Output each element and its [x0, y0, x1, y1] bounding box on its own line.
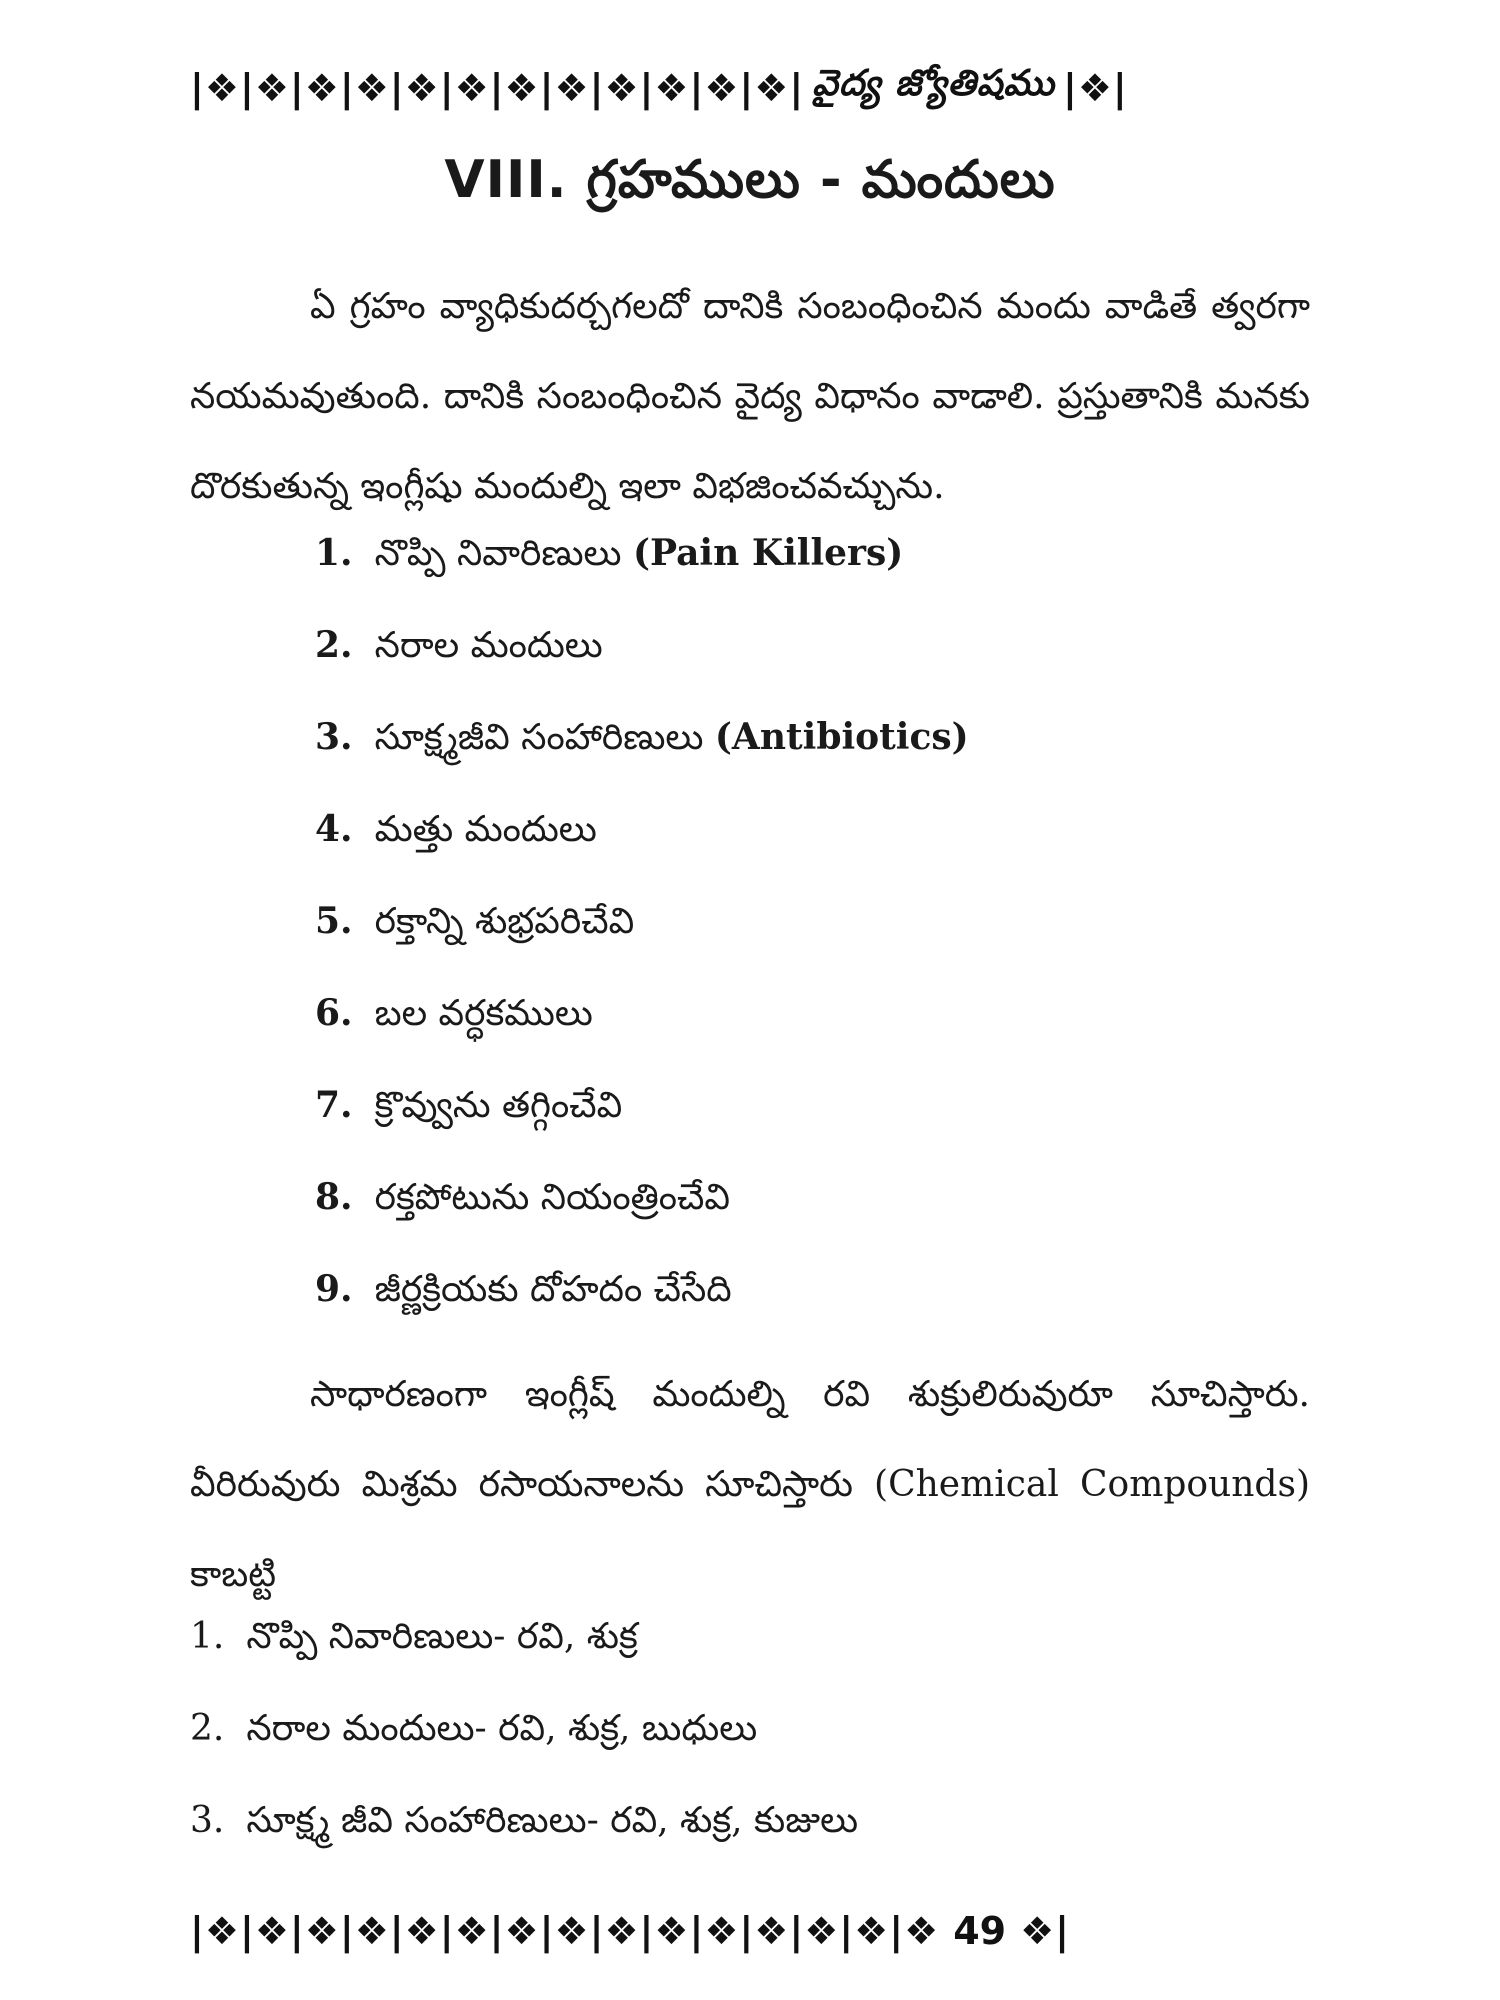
item-english: (Antibiotics) [714, 716, 969, 758]
mapping-number: 3. [190, 1800, 225, 1841]
item-english: (Pain Killers) [632, 532, 904, 574]
second-paragraph-text: సాధారణంగా ఇంగ్లీష్ మందుల్ని రవి శుక్రులిరువురూ సూచిస్తారు. వీరిరువురు మిశ్రమ రసాయనాలను సూచిస్తారు (Chemical Compounds) కాబట్టి [190, 1374, 1310, 1595]
mapping-item [190, 1616, 638, 1666]
item-text: క్రొవ్వును తగ్గించేవి [374, 1085, 623, 1126]
running-title: వైద్య జ్యోతిషము [812, 63, 1055, 104]
intro-paragraph-text: ఏ గ్రహం వ్యాధికుదర్చగలదో దానికి సంబంధించిన మందు వాడితే త్వరగా నయమవుతుంది. దానికి సంబంధించిన వైద్య విధానం వాడాలి. ప్రస్తుతానికి మనకు దొరకుతున్న ఇంగ్లీషు మందుల్ని ఇలా విభజించవచ్చును. [190, 286, 1310, 507]
item-text: రక్తాన్ని శుభ్రపరిచేవి [374, 901, 635, 942]
running-header [190, 62, 1310, 114]
item-number: 9. [315, 1268, 353, 1310]
list-item [315, 900, 634, 951]
page-number: 49 [953, 1909, 1007, 1953]
chapter-title: VIII. గ్రహములు - మందులు [444, 150, 1056, 210]
mapping-text: నొప్పి నివారిణులు- రవి, శుక్ర [246, 1616, 638, 1657]
item-number: 4. [315, 808, 353, 850]
item-text: నరాల మందులు [374, 625, 603, 666]
list-item [315, 808, 597, 859]
list-item [315, 1268, 732, 1319]
list-item [315, 624, 603, 675]
second-paragraph [190, 1350, 1310, 1620]
item-text: సూక్ష్మజీవి సంహారిణులు [374, 717, 704, 758]
footer-ornament: |❖|❖|❖|❖|❖|❖|❖|❖|❖|❖|❖|❖|❖|❖|❖ [190, 1909, 940, 1953]
mapping-item [190, 1708, 757, 1758]
intro-paragraph [190, 262, 1310, 532]
item-text: నొప్పి నివారిణులు [374, 533, 622, 574]
item-number: 1. [315, 532, 353, 574]
mapping-text: సూక్ష్మ జీవి సంహారిణులు- రవి, శుక్ర, కుజులు [246, 1800, 859, 1841]
mapping-number: 2. [190, 1708, 225, 1749]
header-ornament-right: |❖| [1062, 66, 1128, 110]
item-text: మత్తు మందులు [374, 809, 597, 850]
mapping-item [190, 1800, 858, 1850]
footer-ornament-end: ❖| [1020, 1909, 1071, 1953]
item-number: 5. [315, 900, 353, 942]
list-item [315, 992, 593, 1043]
item-number: 7. [315, 1084, 353, 1126]
list-item [315, 1176, 730, 1227]
list-item [315, 716, 969, 767]
header-ornament-left: |❖|❖|❖|❖|❖|❖|❖|❖|❖|❖|❖|❖| [190, 66, 805, 110]
item-number: 2. [315, 624, 353, 666]
page-footer [190, 1905, 1310, 1957]
item-text: బల వర్ధకములు [374, 993, 593, 1034]
item-text: జీర్ణక్రియకు దోహదం చేసేది [374, 1269, 732, 1310]
item-number: 6. [315, 992, 353, 1034]
item-number: 8. [315, 1176, 353, 1218]
item-number: 3. [315, 716, 353, 758]
mapping-number: 1. [190, 1616, 225, 1657]
item-text: రక్తపోటును నియంత్రించేవి [374, 1177, 730, 1218]
mapping-text: నరాల మందులు- రవి, శుక్ర, బుధులు [246, 1708, 758, 1749]
list-item [315, 1084, 622, 1135]
list-item [315, 532, 903, 583]
